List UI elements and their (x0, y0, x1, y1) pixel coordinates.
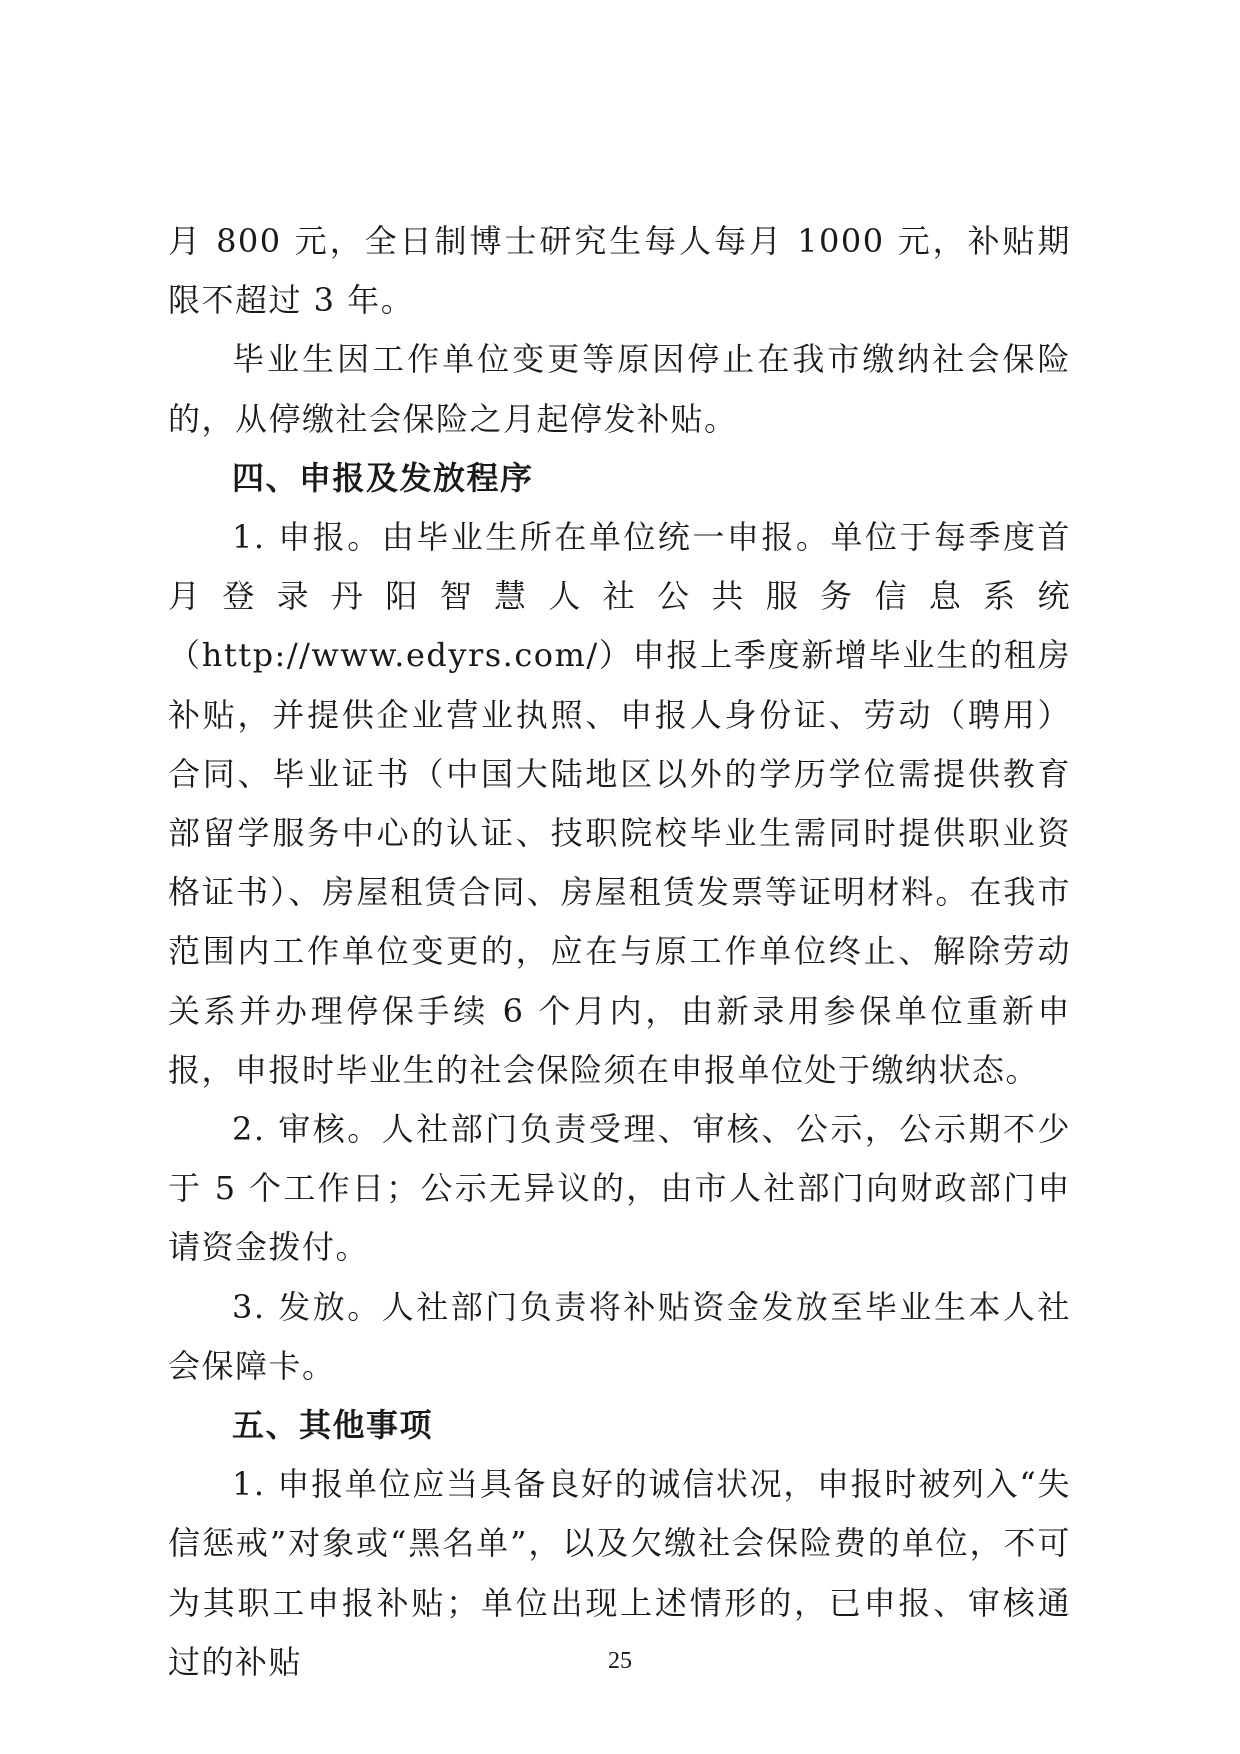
step-keyword-review: 审核 (278, 1110, 348, 1149)
step-text-issue: 。人社部门负责将补贴资金发放至毕业生本人社会保障卡。 (168, 1287, 1071, 1385)
paragraph-subsidy-stop: 毕业生因工作单位变更等原因停止在我市缴纳社会保险的，从停缴社会保险之月起停发补贴。 (168, 340, 1071, 438)
step-keyword-issue: 发放 (278, 1287, 348, 1326)
paragraph-other-1: 1. 申报单位应当具备良好的诚信状况，申报时被列入“失信惩戒”对象或“黑名单”，以及欠缴社会保险费的单位，不可为其职工申报补贴；单位出现上述情形的，已申报、审核通过的补贴 (168, 1465, 1071, 1681)
step-text-apply: 。由毕业生所在单位统一申报。单位于每季度首月登录丹阳智慧人社公共服务信息系统（http://www.edyrs.com/）申报上季度新增毕业生的租房补贴，并提供企业营业执照、申报人身份证、劳动（聘用）合同、毕业证书（中国大陆地区以外的学历学位需提供教育部留学服务中心的认证、技职院校毕业生需同时提供职业资格证书）、房屋租赁合同、房屋租赁发票等证明材料。在我市范围内工作单位变更的，应在与原工作单位终止、解除劳动关系并办理停保手续 6 个月内，由新录用参保单位重新申报，申报时毕业生的社会保险须在申报单位处于缴纳状态。 (168, 518, 1071, 1089)
paragraph-step-review (168, 1100, 1071, 1278)
paragraph-step-issue (168, 1278, 1071, 1396)
step-keyword-apply: 申报 (278, 518, 348, 557)
step-text-review: 。人社部门负责受理、审核、公示，公示期不少于 5 个工作日；公示无异议的，由市人社部门向财政部门申请资金拨付。 (168, 1110, 1071, 1267)
step-number: 3. (232, 1287, 279, 1326)
page-body (168, 212, 1071, 1692)
step-number: 2. (232, 1110, 279, 1149)
paragraph-subsidy-amounts: 月 800 元，全日制博士研究生每人每月 1000 元，补贴期限不超过 3 年。 (168, 222, 1071, 320)
paragraph-step-apply (168, 508, 1071, 1100)
step-number: 1. (232, 518, 279, 557)
section-heading-4: 四、申报及发放程序 (232, 458, 534, 497)
page-number: 25 (608, 1648, 632, 1674)
section-heading-5: 五、其他事项 (232, 1406, 434, 1445)
